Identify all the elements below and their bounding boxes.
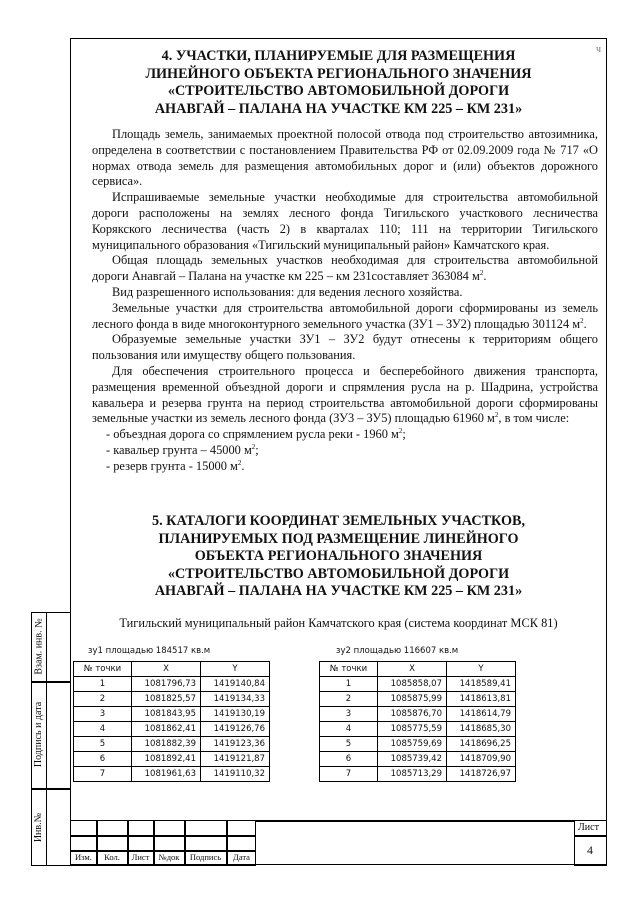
cell: 4 bbox=[74, 722, 132, 737]
side-label-signature-date bbox=[31, 681, 47, 788]
list-item-text: - объездная дорога со спрямлением русла реки - 1960 м bbox=[106, 427, 399, 442]
table-row bbox=[74, 752, 270, 767]
title-line: АНАВГАЙ – ПАЛАНА НА УЧАСТКЕ КМ 225 – КМ 231» bbox=[154, 100, 523, 117]
cell: 1085876,70 bbox=[378, 707, 447, 722]
cell: 5 bbox=[320, 737, 378, 752]
stamp-label-kol: Кол. bbox=[104, 852, 120, 862]
cell: 1081882,39 bbox=[132, 737, 201, 752]
cell: 7 bbox=[74, 767, 132, 782]
title-line: «СТРОИТЕЛЬСТВО АВТОМОБИЛЬНОЙ ДОРОГИ bbox=[167, 83, 510, 99]
cell: 1418613,81 bbox=[447, 692, 516, 707]
cell: 1419110,32 bbox=[201, 767, 270, 782]
cell: 1085739,42 bbox=[378, 752, 447, 767]
title-line: «СТРОИТЕЛЬСТВО АВТОМОБИЛЬНОЙ ДОРОГИ bbox=[167, 565, 510, 582]
section-5-title bbox=[74, 513, 603, 601]
cell: 3 bbox=[74, 707, 132, 722]
punctuation: ; bbox=[402, 427, 406, 442]
table-header-row bbox=[74, 662, 270, 677]
cell: 1419121,87 bbox=[201, 752, 270, 767]
table-row bbox=[320, 692, 516, 707]
cell: 1081825,57 bbox=[132, 692, 201, 707]
sheet-label: Лист bbox=[578, 822, 599, 833]
superscript: 2 bbox=[237, 458, 242, 467]
cell: 1 bbox=[320, 677, 378, 692]
table-row bbox=[320, 677, 516, 692]
table-row bbox=[320, 752, 516, 767]
cell: 1418589,41 bbox=[447, 677, 516, 692]
paragraph: Испрашиваемые земельные участки необходимые для строительства автомобильной дороги расположены на землях лесного фонда Тигильского участкового лесничества Корякского лесничества (часть 2) в кварталах 110; 111 на территории Тигильского муниципального образования «Тигильский муниципальный район» Камчатского края. bbox=[92, 190, 598, 252]
cell: 2 bbox=[74, 692, 132, 707]
cell: 4 bbox=[320, 722, 378, 737]
table-row bbox=[74, 737, 270, 752]
cell: 1419123,36 bbox=[201, 737, 270, 752]
paragraph-text: Общая площадь земельных участков необходимая для строительства автомобильной дороги Анавгай – Палана на участке км 225 – км 231составляет 363084 м bbox=[92, 253, 598, 284]
cell: 1085759,69 bbox=[378, 737, 447, 752]
stamp-label-izm: Изм. bbox=[75, 852, 92, 862]
paragraph-text: Земельные участки для строительства автомобильной дороги сформированы из земель лесного фонда в виде многоконтурного земельного участка (ЗУ1 – ЗУ2) площадью 301124 м bbox=[92, 300, 598, 331]
list-item-text: - резерв грунта - 15000 м bbox=[106, 458, 238, 473]
punctuation: . bbox=[241, 458, 245, 473]
paragraph: Площадь земель, занимаемых проектной полосой отвода под строительство автозимника, определена в соответствии с постановлением Правительства РФ от 02.09.2009 года № 717 «О нормах отвода земель для размещения автомобильных дорог и (или) объектов дорожного сервиса». bbox=[92, 127, 598, 189]
cell: 1418696,25 bbox=[447, 737, 516, 752]
cell: 3 bbox=[320, 707, 378, 722]
cell: 1081862,41 bbox=[132, 722, 201, 737]
column-header: X bbox=[378, 662, 447, 677]
table-caption: зу2 площадью 116607 кв.м bbox=[336, 646, 459, 656]
list-item bbox=[92, 459, 598, 475]
table-row bbox=[320, 737, 516, 752]
punctuation: ; bbox=[255, 442, 259, 457]
cell: 1419140,84 bbox=[201, 677, 270, 692]
region-caption: Тигильский муниципальный район Камчатского края (система координат МСК 81) bbox=[119, 616, 558, 630]
list-item bbox=[92, 443, 598, 459]
side-label-text: Инв.№ bbox=[33, 812, 45, 842]
stamp-label-signature: Подпись bbox=[189, 852, 222, 862]
punctuation: . bbox=[483, 269, 487, 284]
list-item bbox=[92, 427, 598, 443]
cell: 1081843,95 bbox=[132, 707, 201, 722]
table-row bbox=[74, 692, 270, 707]
cell: 1081892,41 bbox=[132, 752, 201, 767]
cell: 1418709,90 bbox=[447, 752, 516, 767]
title-line: ЛИНЕЙНОГО ОБЪЕКТА РЕГИОНАЛЬНОГО ЗНАЧЕНИЯ bbox=[145, 65, 532, 82]
cell: 7 bbox=[320, 767, 378, 782]
cell: 1418726,97 bbox=[447, 767, 516, 782]
column-header: X bbox=[132, 662, 201, 677]
superscript: 2 bbox=[251, 442, 256, 451]
paragraph bbox=[92, 301, 598, 333]
table-caption: зу1 площадью 184517 кв.м bbox=[88, 646, 211, 656]
paragraph-text: , в том числе: bbox=[498, 411, 570, 426]
cell: 5 bbox=[74, 737, 132, 752]
column-header: Y bbox=[447, 662, 516, 677]
stamp-top-line bbox=[256, 820, 574, 822]
stamp-label-ndok: №док bbox=[158, 852, 180, 862]
paragraph: Образуемые земельные участки ЗУ1 – ЗУ2 будут отнесены к территориям общего пользования или имуществу общего пользования. bbox=[92, 332, 598, 363]
stamp-label-list: Лист bbox=[131, 852, 150, 862]
table-row bbox=[74, 707, 270, 722]
column-header: № точки bbox=[320, 662, 378, 677]
title-line: АНАВГАЙ – ПАЛАНА НА УЧАСТКЕ КМ 225 – КМ 231» bbox=[154, 583, 523, 599]
table-row bbox=[320, 722, 516, 737]
cell: 1081796,73 bbox=[132, 677, 201, 692]
coordinates-table-zu2 bbox=[319, 661, 516, 782]
superscript: 2 bbox=[494, 411, 499, 420]
cell: 1419130,19 bbox=[201, 707, 270, 722]
cell: 1419126,76 bbox=[201, 722, 270, 737]
table-row bbox=[320, 767, 516, 782]
title-line: 5. КАТАЛОГИ КООРДИНАТ ЗЕМЕЛЬНЫХ УЧАСТКОВ, bbox=[151, 513, 526, 529]
stamp-label-date: Дата bbox=[233, 852, 250, 862]
cell: 1 bbox=[74, 677, 132, 692]
paragraph-text: Для обеспечения строительного процесса и бесперебойного движения транспорта, размещения временной объездной дороги и спрямления русла на р. Шадрина, устройства кавальера и резерва грунта на период строительства автомобильной дороги сформированы земельные участки из земель лесного фонда (ЗУ3 – ЗУ5) площадью 61960 м bbox=[92, 363, 598, 426]
column-header: № точки bbox=[74, 662, 132, 677]
sheet-number: 4 bbox=[587, 843, 593, 857]
table-header-row bbox=[320, 662, 516, 677]
sheet-box-divider bbox=[574, 835, 607, 837]
cell: 6 bbox=[74, 752, 132, 767]
table-row bbox=[74, 767, 270, 782]
section-4-title bbox=[74, 48, 603, 118]
superscript: 2 bbox=[580, 316, 584, 325]
cell: 2 bbox=[320, 692, 378, 707]
table-row bbox=[74, 677, 270, 692]
cell: 1085713,29 bbox=[378, 767, 447, 782]
side-label-text: Подпись и дата bbox=[33, 701, 45, 768]
cell: 1418614,79 bbox=[447, 707, 516, 722]
coordinates-table-zu1 bbox=[73, 661, 270, 782]
cell: 1085875,99 bbox=[378, 692, 447, 707]
superscript: 2 bbox=[479, 269, 484, 278]
section-4-body bbox=[92, 127, 598, 475]
side-label-inv-no bbox=[31, 788, 47, 866]
table-row bbox=[320, 707, 516, 722]
punctuation: . bbox=[583, 316, 587, 331]
cell: 1418685,30 bbox=[447, 722, 516, 737]
list-item-text: - кавальер грунта – 45000 м bbox=[106, 442, 252, 457]
column-header: Y bbox=[201, 662, 270, 677]
cell: 1419134,33 bbox=[201, 692, 270, 707]
table-row bbox=[74, 722, 270, 737]
side-label-replacement-inv bbox=[31, 612, 47, 681]
cell: 1085775,59 bbox=[378, 722, 447, 737]
title-line: ОБЪЕКТА РЕГИОНАЛЬНОГО ЗНАЧЕНИЯ bbox=[194, 548, 483, 564]
superscript: 2 bbox=[398, 427, 403, 436]
paragraph bbox=[92, 364, 598, 427]
title-line: ПЛАНИРУЕМЫХ ПОД РАЗМЕЩЕНИЕ ЛИНЕЙНОГО bbox=[158, 530, 519, 547]
corner-mark: ч bbox=[596, 44, 602, 55]
side-label-text: Взам. инв. № bbox=[33, 618, 45, 675]
cell: 1081961,63 bbox=[132, 767, 201, 782]
cell: 6 bbox=[320, 752, 378, 767]
paragraph bbox=[92, 253, 598, 285]
paragraph: Вид разрешенного использования: для ведения лесного хозяйства. bbox=[112, 284, 463, 299]
title-line: 4. УЧАСТКИ, ПЛАНИРУЕМЫЕ ДЛЯ РАЗМЕЩЕНИЯ bbox=[161, 48, 516, 64]
cell: 1085858,07 bbox=[378, 677, 447, 692]
